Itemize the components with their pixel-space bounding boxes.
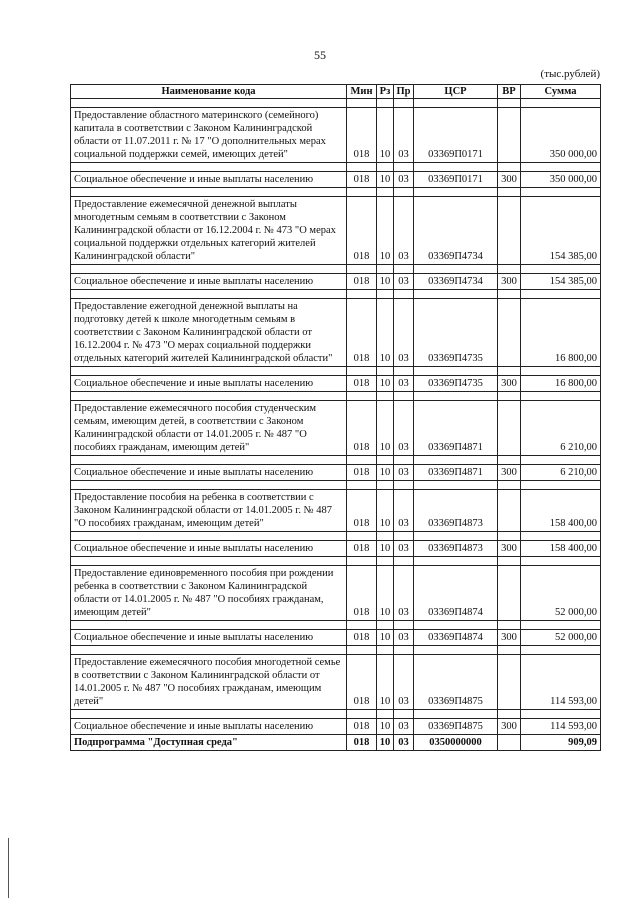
cell-min: 018: [347, 465, 377, 481]
spacer-cell: [521, 188, 601, 197]
table-row-item: [71, 197, 601, 265]
spacer-cell: [347, 557, 377, 566]
spacer-cell: [347, 163, 377, 172]
cell-vr: [498, 401, 521, 456]
spacer-cell: [394, 710, 414, 719]
header-min: Мин: [347, 85, 377, 99]
cell-pr: 03: [394, 172, 414, 188]
spacer-cell: [498, 188, 521, 197]
spacer-row: [71, 188, 601, 197]
cell-vr: 300: [498, 719, 521, 735]
cell-rz: 10: [377, 197, 394, 265]
cell-csr: 03369П4735: [414, 376, 498, 392]
spacer-cell: [414, 265, 498, 274]
cell-pr: 03: [394, 197, 414, 265]
cell-min: 018: [347, 490, 377, 532]
cell-min: 018: [347, 108, 377, 163]
spacer-row: [71, 265, 601, 274]
spacer-cell: [414, 557, 498, 566]
cell-csr: 03369П4734: [414, 274, 498, 290]
spacer-cell: [394, 163, 414, 172]
spacer-cell: [394, 621, 414, 630]
spacer-cell: [71, 163, 347, 172]
spacer-cell: [414, 163, 498, 172]
spacer-cell: [377, 367, 394, 376]
spacer-cell: [394, 265, 414, 274]
cell-name: Предоставление единовременного пособия при рождении ребенка в соответствии с Законом Калининградской области от 14.01.2005 г. № 487 "О пособиях гражданам, имеющим детей": [71, 566, 347, 621]
cell-sum: 350 000,00: [521, 108, 601, 163]
spacer-cell: [71, 265, 347, 274]
cell-name: Предоставление областного материнского (семейного) капитала в соответствии с Законом Калининградской области от 11.07.2011 г. № 17 "О дополнительных мерах социальной поддержки семей, имеющих детей": [71, 108, 347, 163]
spacer-cell: [347, 367, 377, 376]
spacer-cell: [498, 532, 521, 541]
cell-vr: 300: [498, 172, 521, 188]
spacer-cell: [71, 367, 347, 376]
cell-csr: 0350000000: [414, 735, 498, 751]
spacer-cell: [347, 265, 377, 274]
cell-name: Предоставление ежегодной денежной выплаты на подготовку детей к школе многодетным семьям в соответствии с Законом Калининградской области от 16.12.2004 г. № 473 "О мерах социальной поддержки отдельных категорий жителей Калининградской области": [71, 299, 347, 367]
units-note: (тыс.рублей): [540, 68, 600, 80]
cell-sum: 6 210,00: [521, 401, 601, 456]
spacer-cell: [498, 265, 521, 274]
spacer-cell: [377, 621, 394, 630]
cell-pr: 03: [394, 541, 414, 557]
spacer-cell: [394, 456, 414, 465]
spacer-cell: [521, 456, 601, 465]
spacer-cell: [498, 646, 521, 655]
table-row-total: [71, 735, 601, 751]
spacer-cell: [498, 290, 521, 299]
cell-sum: 52 000,00: [521, 566, 601, 621]
cell-rz: 10: [377, 401, 394, 456]
cell-pr: 03: [394, 465, 414, 481]
spacer-cell: [414, 99, 498, 108]
cell-pr: 03: [394, 401, 414, 456]
spacer-cell: [394, 557, 414, 566]
cell-vr: 300: [498, 465, 521, 481]
cell-pr: 03: [394, 566, 414, 621]
spacer-cell: [521, 99, 601, 108]
cell-sum: 154 385,00: [521, 274, 601, 290]
spacer-cell: [377, 99, 394, 108]
header-csr: ЦСР: [414, 85, 498, 99]
spacer-cell: [377, 710, 394, 719]
spacer-row: [71, 290, 601, 299]
table-row-expense: [71, 274, 601, 290]
cell-name: Предоставление ежемесячного пособия многодетной семье в соответствии с Законом Калининградской области от 14.01.2005 г. № 487 "О пособиях гражданам, имеющим детей": [71, 655, 347, 710]
spacer-cell: [521, 290, 601, 299]
cell-sum: 16 800,00: [521, 376, 601, 392]
cell-vr: [498, 490, 521, 532]
spacer-cell: [414, 710, 498, 719]
spacer-cell: [521, 392, 601, 401]
cell-vr: 300: [498, 376, 521, 392]
cell-vr: [498, 735, 521, 751]
scan-mark: [8, 838, 9, 898]
cell-csr: 03369П4873: [414, 541, 498, 557]
cell-csr: 03369П0171: [414, 108, 498, 163]
cell-vr: [498, 108, 521, 163]
cell-min: 018: [347, 376, 377, 392]
cell-rz: 10: [377, 172, 394, 188]
cell-name: Подпрограмма "Доступная среда": [71, 735, 347, 751]
cell-min: 018: [347, 299, 377, 367]
cell-csr: 03369П4874: [414, 630, 498, 646]
header-name: Наименование кода: [71, 85, 347, 99]
budget-table: [70, 84, 601, 751]
table-header-row: [71, 85, 601, 99]
spacer-cell: [521, 367, 601, 376]
spacer-cell: [498, 710, 521, 719]
cell-rz: 10: [377, 630, 394, 646]
spacer-cell: [414, 392, 498, 401]
table-row-item: [71, 108, 601, 163]
cell-rz: 10: [377, 465, 394, 481]
cell-min: 018: [347, 197, 377, 265]
spacer-cell: [521, 163, 601, 172]
cell-name: Социальное обеспечение и иные выплаты населению: [71, 541, 347, 557]
spacer-cell: [377, 481, 394, 490]
cell-min: 018: [347, 630, 377, 646]
cell-csr: 03369П4874: [414, 566, 498, 621]
spacer-row: [71, 557, 601, 566]
cell-csr: 03369П4875: [414, 719, 498, 735]
spacer-row: [71, 392, 601, 401]
cell-csr: 03369П4871: [414, 401, 498, 456]
cell-vr: [498, 197, 521, 265]
cell-vr: [498, 566, 521, 621]
spacer-cell: [377, 456, 394, 465]
cell-rz: 10: [377, 376, 394, 392]
cell-name: Предоставление пособия на ребенка в соответствии с Законом Калининградской области от 14.01.2005 г. № 487 "О пособиях гражданам, имеющим детей": [71, 490, 347, 532]
header-vr: ВР: [498, 85, 521, 99]
spacer-cell: [71, 392, 347, 401]
spacer-row: [71, 532, 601, 541]
cell-rz: 10: [377, 299, 394, 367]
cell-sum: 16 800,00: [521, 299, 601, 367]
spacer-cell: [71, 557, 347, 566]
cell-sum: 114 593,00: [521, 719, 601, 735]
spacer-cell: [521, 532, 601, 541]
spacer-cell: [414, 456, 498, 465]
spacer-cell: [347, 532, 377, 541]
cell-csr: 03369П4735: [414, 299, 498, 367]
spacer-cell: [498, 621, 521, 630]
table-row-expense: [71, 630, 601, 646]
spacer-cell: [394, 290, 414, 299]
cell-pr: 03: [394, 655, 414, 710]
spacer-row: [71, 99, 601, 108]
cell-rz: 10: [377, 490, 394, 532]
spacer-cell: [377, 392, 394, 401]
cell-name: Предоставление ежемесячного пособия студенческим семьям, имеющим детей, в соответствии с Законом Калининградской области от 14.01.2005 г. № 487 "О пособиях гражданам, имеющим детей": [71, 401, 347, 456]
cell-sum: 52 000,00: [521, 630, 601, 646]
spacer-row: [71, 646, 601, 655]
spacer-cell: [521, 646, 601, 655]
spacer-cell: [521, 557, 601, 566]
spacer-cell: [498, 557, 521, 566]
spacer-row: [71, 710, 601, 719]
header-sum: Сумма: [521, 85, 601, 99]
spacer-cell: [71, 710, 347, 719]
spacer-cell: [394, 481, 414, 490]
spacer-cell: [347, 99, 377, 108]
spacer-cell: [347, 456, 377, 465]
cell-csr: 03369П4871: [414, 465, 498, 481]
cell-min: 018: [347, 541, 377, 557]
spacer-cell: [347, 646, 377, 655]
cell-rz: 10: [377, 719, 394, 735]
spacer-cell: [377, 188, 394, 197]
cell-rz: 10: [377, 108, 394, 163]
spacer-cell: [521, 710, 601, 719]
cell-csr: 03369П0171: [414, 172, 498, 188]
spacer-cell: [521, 265, 601, 274]
cell-vr: [498, 655, 521, 710]
spacer-cell: [414, 188, 498, 197]
table-row-expense: [71, 541, 601, 557]
spacer-cell: [414, 532, 498, 541]
spacer-cell: [377, 163, 394, 172]
spacer-cell: [394, 367, 414, 376]
cell-min: 018: [347, 401, 377, 456]
spacer-cell: [521, 481, 601, 490]
cell-sum: 154 385,00: [521, 197, 601, 265]
cell-sum: 350 000,00: [521, 172, 601, 188]
table-row-item: [71, 490, 601, 532]
cell-sum: 909,09: [521, 735, 601, 751]
spacer-cell: [414, 481, 498, 490]
cell-sum: 158 400,00: [521, 541, 601, 557]
spacer-row: [71, 163, 601, 172]
table-body: [71, 99, 601, 751]
cell-name: Социальное обеспечение и иные выплаты населению: [71, 172, 347, 188]
cell-name: Социальное обеспечение и иные выплаты населению: [71, 630, 347, 646]
cell-pr: 03: [394, 108, 414, 163]
cell-pr: 03: [394, 630, 414, 646]
cell-pr: 03: [394, 490, 414, 532]
spacer-cell: [414, 621, 498, 630]
table-row-expense: [71, 719, 601, 735]
spacer-cell: [394, 392, 414, 401]
spacer-cell: [71, 456, 347, 465]
cell-sum: 158 400,00: [521, 490, 601, 532]
cell-pr: 03: [394, 274, 414, 290]
spacer-cell: [414, 290, 498, 299]
cell-rz: 10: [377, 566, 394, 621]
table-row-expense: [71, 465, 601, 481]
spacer-cell: [377, 557, 394, 566]
cell-pr: 03: [394, 299, 414, 367]
spacer-cell: [498, 392, 521, 401]
cell-name: Социальное обеспечение и иные выплаты населению: [71, 274, 347, 290]
spacer-cell: [521, 621, 601, 630]
spacer-cell: [71, 290, 347, 299]
cell-name: Социальное обеспечение и иные выплаты населению: [71, 376, 347, 392]
page-number: 55: [314, 48, 326, 62]
spacer-cell: [394, 532, 414, 541]
header-pr: Пр: [394, 85, 414, 99]
table-row-item: [71, 566, 601, 621]
cell-rz: 10: [377, 735, 394, 751]
table-row-item: [71, 299, 601, 367]
spacer-cell: [498, 367, 521, 376]
cell-pr: 03: [394, 735, 414, 751]
cell-rz: 10: [377, 655, 394, 710]
cell-name: Предоставление ежемесячной денежной выплаты многодетным семьям в соответствии с Законом Калининградской области от 16.12.2004 г. № 473 "О мерах социальной поддержки отдельных категорий жителей Калининградской области": [71, 197, 347, 265]
cell-vr: 300: [498, 274, 521, 290]
cell-pr: 03: [394, 719, 414, 735]
spacer-row: [71, 481, 601, 490]
spacer-cell: [498, 481, 521, 490]
spacer-cell: [71, 532, 347, 541]
spacer-cell: [414, 367, 498, 376]
spacer-cell: [347, 392, 377, 401]
spacer-cell: [498, 163, 521, 172]
spacer-cell: [414, 646, 498, 655]
spacer-cell: [71, 621, 347, 630]
table-row-expense: [71, 172, 601, 188]
cell-rz: 10: [377, 541, 394, 557]
cell-min: 018: [347, 655, 377, 710]
spacer-cell: [394, 188, 414, 197]
cell-vr: 300: [498, 630, 521, 646]
spacer-cell: [377, 532, 394, 541]
table-row-item: [71, 655, 601, 710]
cell-name: Социальное обеспечение и иные выплаты населению: [71, 719, 347, 735]
table-row-item: [71, 401, 601, 456]
spacer-cell: [71, 481, 347, 490]
spacer-cell: [71, 188, 347, 197]
cell-min: 018: [347, 172, 377, 188]
spacer-row: [71, 367, 601, 376]
cell-csr: 03369П4734: [414, 197, 498, 265]
cell-vr: 300: [498, 541, 521, 557]
cell-min: 018: [347, 719, 377, 735]
spacer-cell: [71, 646, 347, 655]
cell-csr: 03369П4875: [414, 655, 498, 710]
spacer-cell: [347, 290, 377, 299]
spacer-cell: [498, 456, 521, 465]
spacer-cell: [347, 481, 377, 490]
spacer-cell: [347, 188, 377, 197]
cell-rz: 10: [377, 274, 394, 290]
spacer-row: [71, 456, 601, 465]
cell-name: Социальное обеспечение и иные выплаты населению: [71, 465, 347, 481]
cell-min: 018: [347, 566, 377, 621]
table-row-expense: [71, 376, 601, 392]
spacer-cell: [498, 99, 521, 108]
header-rz: Рз: [377, 85, 394, 99]
spacer-cell: [347, 710, 377, 719]
cell-vr: [498, 299, 521, 367]
spacer-cell: [347, 621, 377, 630]
spacer-cell: [394, 99, 414, 108]
cell-sum: 6 210,00: [521, 465, 601, 481]
spacer-cell: [394, 646, 414, 655]
cell-sum: 114 593,00: [521, 655, 601, 710]
spacer-cell: [71, 99, 347, 108]
cell-csr: 03369П4873: [414, 490, 498, 532]
cell-pr: 03: [394, 376, 414, 392]
spacer-cell: [377, 290, 394, 299]
spacer-cell: [377, 646, 394, 655]
cell-min: 018: [347, 274, 377, 290]
spacer-row: [71, 621, 601, 630]
spacer-cell: [377, 265, 394, 274]
cell-min: 018: [347, 735, 377, 751]
